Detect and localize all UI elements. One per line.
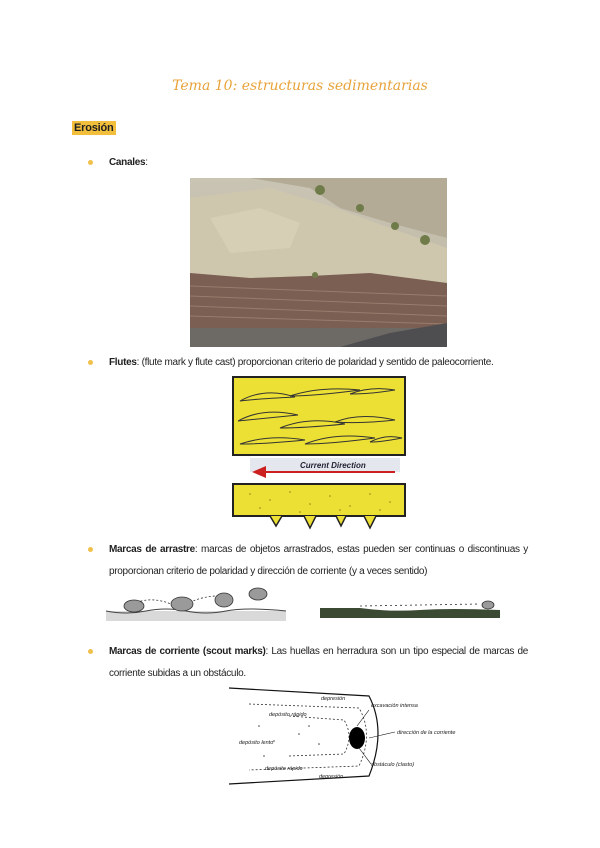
drag-marks-discontinuous-diagram: [106, 584, 286, 626]
list-item-marcas-corriente: [91, 641, 528, 685]
label-depresion-bottom: depresión: [319, 774, 344, 780]
bullet-icon: [88, 649, 93, 654]
item-text: : (flute mark y flute cast) proporcionan criterio de polaridad y sentido de paleocorriente.: [136, 357, 494, 368]
drag-marks-continuous-diagram: [320, 596, 500, 618]
term-label: Marcas de arrastre: [109, 544, 195, 555]
label-deposito-rapido-top: depósito rápido: [269, 712, 307, 718]
term-label: Flutes: [109, 357, 137, 368]
section-heading-erosion: Erosión: [74, 122, 114, 134]
term-label: Marcas de corriente (scout marks): [109, 646, 266, 657]
list-item-canales: [91, 152, 528, 174]
label-deposito-rapido-bottom: depósito rápido: [265, 766, 303, 772]
horseshoe-scour-diagram: [229, 686, 456, 786]
term-label: Canales: [109, 157, 146, 168]
label-excavacion-intensa: excavación intensa: [371, 703, 418, 709]
bullet-icon: [88, 360, 93, 365]
list-item-flutes: [91, 352, 528, 374]
item-text: : Las huellas en herradura son un tipo especial de marcas de corriente subidas a un obstáculo.: [109, 646, 528, 679]
label-depresion-top: depresión: [321, 696, 346, 702]
flute-marks-diagram: [230, 376, 408, 534]
bullet-icon: [88, 547, 93, 552]
label-deposito-lento: depósito lento: [239, 740, 274, 746]
canal-outcrop-photo: [190, 178, 447, 347]
item-text: :: [145, 157, 148, 168]
current-direction-label: Current Direction: [300, 461, 366, 470]
list-item-marcas-arrastre: [91, 539, 528, 583]
bullet-icon: [88, 160, 93, 165]
label-obstaculo: obstáculo (clasto): [371, 762, 415, 768]
item-text: : marcas de objetos arrastrados, estas pueden ser continuas o discontinuas y proporcionan criterio de polaridad y dirección de corriente (y a veces sentido): [109, 544, 529, 577]
label-direccion-corriente: dirección de la corriente: [397, 730, 456, 736]
page-title: Tema 10: estructuras sedimentarias: [172, 78, 428, 94]
